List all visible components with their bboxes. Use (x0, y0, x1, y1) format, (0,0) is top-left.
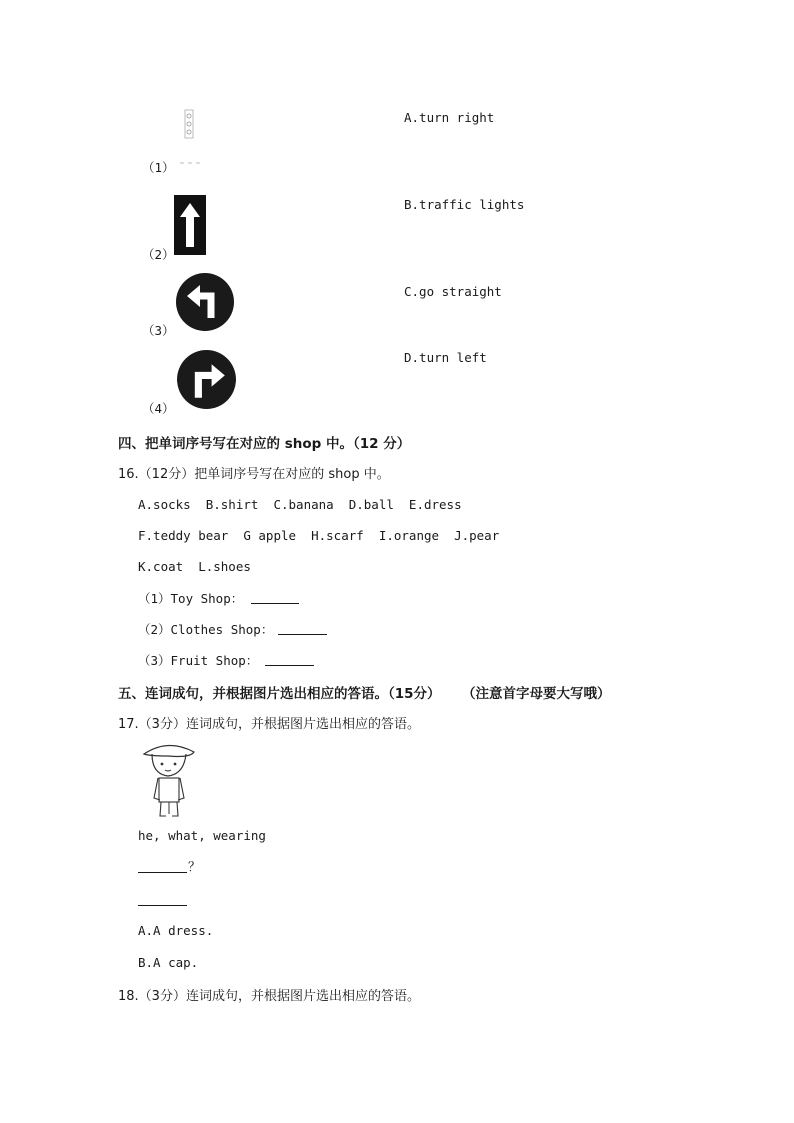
section-heading: 五、连词成句，并根据图片选出相应的答语。（15分） (118, 686, 441, 702)
clothes-shop-answer-blank[interactable] (278, 622, 327, 635)
word-list: K.coat L.shoes (138, 559, 251, 574)
option-a: A.turn right (404, 110, 495, 125)
question-17: 17.（3分）连词成句，并根据图片选出相应的答语。 (118, 717, 420, 732)
choice-answer-blank[interactable] (138, 893, 187, 906)
item-number: （4） (142, 401, 175, 416)
item-number: （1） (142, 160, 175, 175)
traffic-lights-icon (180, 108, 210, 170)
question-18: 18.（3分）连词成句，并根据图片选出相应的答语。 (118, 989, 420, 1004)
fruit-shop-answer-blank[interactable] (265, 653, 314, 666)
section-note: （注意首字母要大写哦） (462, 686, 611, 702)
sentence-answer-blank[interactable] (138, 860, 187, 873)
option-b: B.A cap. (138, 955, 199, 970)
boy-with-cap-illustration (138, 738, 200, 818)
option-b: B.traffic lights (404, 197, 525, 212)
section-heading: 四、把单词序号写在对应的 shop 中。（12 分） (118, 436, 411, 452)
question-16: 16.（12分）把单词序号写在对应的 shop 中。 (118, 467, 390, 482)
option-c: C.go straight (404, 284, 502, 299)
go-straight-arrow-icon (174, 195, 206, 255)
scrambled-words: he, what, wearing (138, 828, 266, 843)
word-list: F.teddy bear G apple H.scarf I.orange J.pear (138, 528, 500, 543)
option-d: D.turn left (404, 350, 487, 365)
fruit-shop-label: （3）Fruit Shop： (138, 653, 259, 668)
turn-right-sign-icon (176, 349, 237, 410)
question-mark: ？ (188, 859, 201, 874)
toy-shop-answer-blank[interactable] (251, 591, 299, 604)
option-a: A.A dress. (138, 923, 214, 938)
turn-left-sign-icon (175, 272, 235, 332)
toy-shop-label: （1）Toy Shop： (138, 591, 244, 606)
item-number: （3） (142, 323, 175, 338)
clothes-shop-label: （2）Clothes Shop： (138, 622, 274, 637)
word-list: A.socks B.shirt C.banana D.ball E.dress (138, 497, 462, 512)
item-number: （2） (142, 247, 175, 262)
